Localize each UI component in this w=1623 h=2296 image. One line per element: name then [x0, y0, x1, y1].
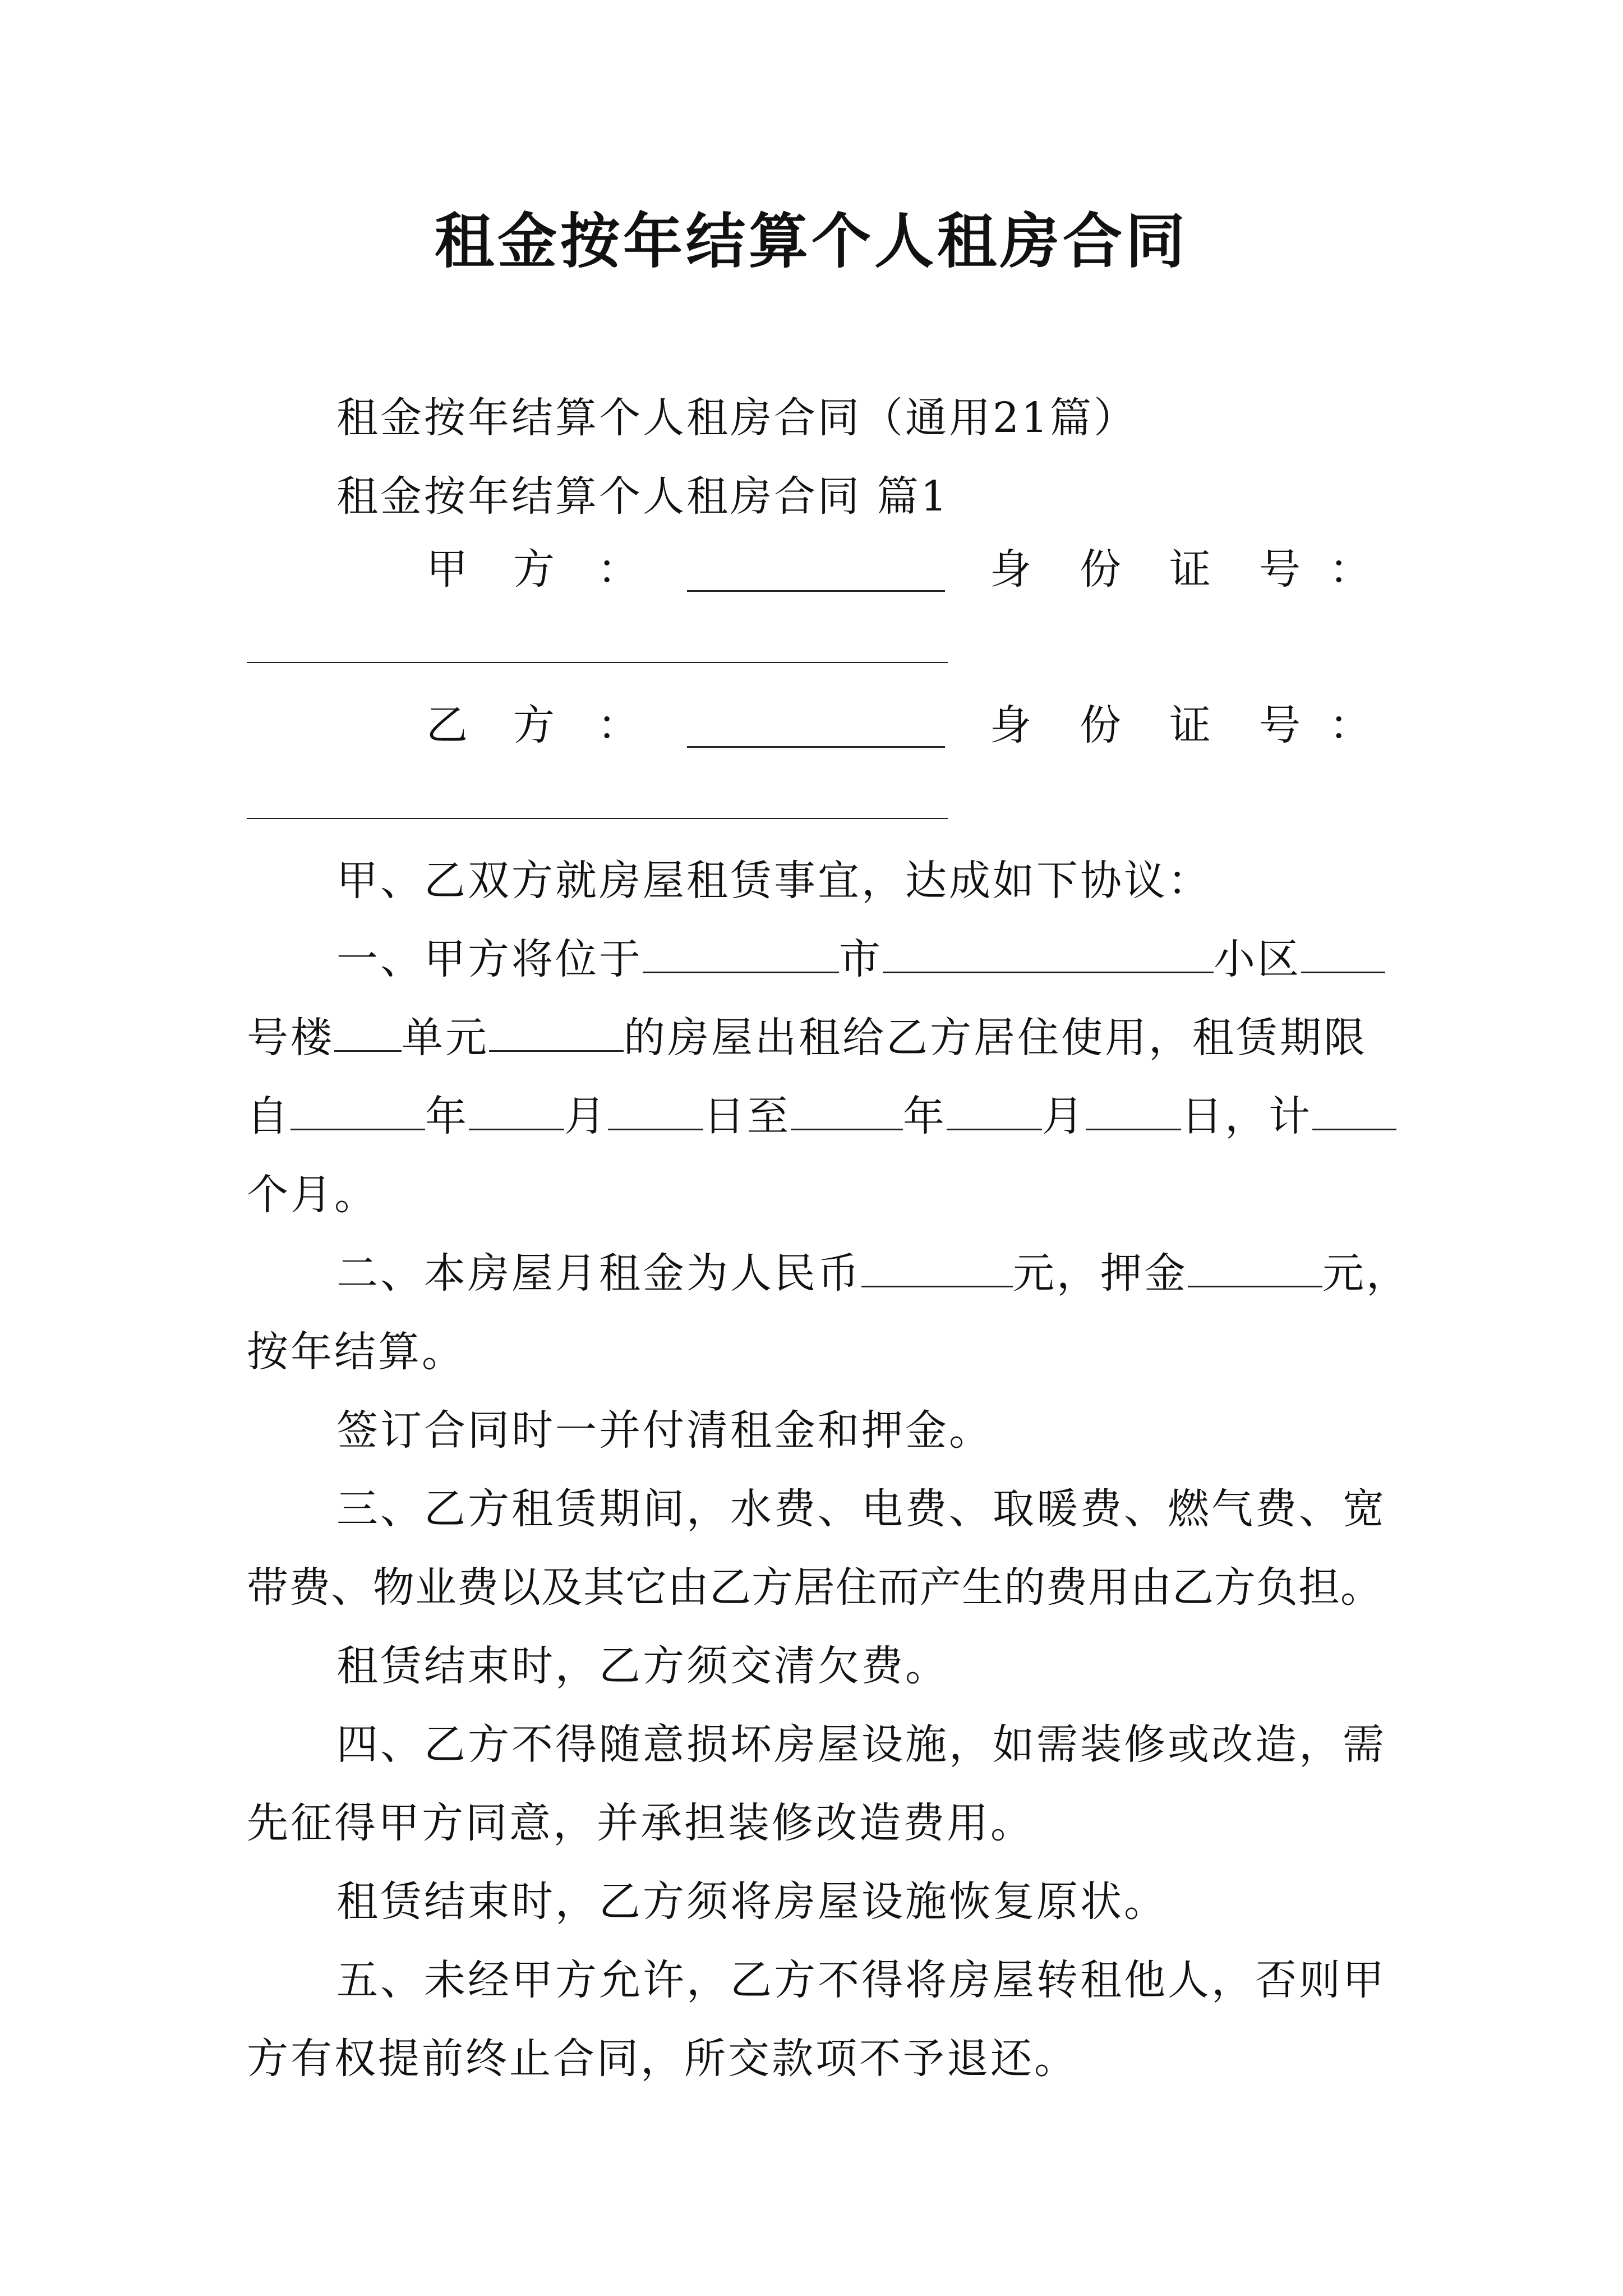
- party-b-id-blank[interactable]: [247, 818, 948, 819]
- clause-1-text-f: 的房屋出租给乙方居住使用，租赁期限: [624, 1014, 1367, 1062]
- party-a-id-char-3: 证: [1169, 545, 1211, 593]
- clause-1-text-c: 小区: [1214, 935, 1301, 983]
- clause-1-text-g: 自: [247, 1092, 291, 1140]
- party-b-label-char-2: 方: [513, 701, 555, 749]
- clause-2-line-3: 签订合同时一并付清租金和押金。: [336, 1406, 993, 1455]
- clause-4-line-1: 四、乙方不得随意损坏房屋设施，如需装修或改造，需: [336, 1720, 1386, 1769]
- start-year-blank[interactable]: [291, 1094, 425, 1130]
- clause-1-line-3: [247, 1085, 1396, 1147]
- section-heading: 租金按年结算个人租房合同 篇1: [336, 472, 949, 521]
- party-a-id-char-2: 份: [1080, 545, 1121, 593]
- clause-1-text-e: 单元: [402, 1014, 489, 1062]
- clause-4-line-3: 租赁结束时，乙方须将房屋设施恢复原状。: [336, 1878, 1168, 1926]
- clause-1-line-1: [336, 928, 1385, 990]
- clause-1-text-m: 日，计: [1181, 1092, 1312, 1140]
- party-b-id-char-3: 证: [1169, 701, 1211, 749]
- room-blank[interactable]: [489, 1015, 624, 1052]
- party-a-name-blank[interactable]: [687, 590, 945, 592]
- clause-2-line-1: [336, 1243, 1410, 1304]
- clause-1-line-4: 个月。: [247, 1171, 378, 1219]
- end-year-blank[interactable]: [791, 1094, 903, 1130]
- party-a-label-char-2: 方: [513, 545, 555, 593]
- party-a-id-colon: ：: [1329, 545, 1371, 593]
- deposit-amount-blank[interactable]: [1188, 1251, 1322, 1287]
- clause-5-line-2: 方有权提前终止合同，所交款项不予退还。: [247, 2035, 1078, 2083]
- start-month-blank[interactable]: [469, 1094, 564, 1130]
- intro-paragraph: 甲、乙双方就房屋租赁事宜，达成如下协议：: [336, 857, 1211, 905]
- document-title: 租金按年结算个人租房合同: [435, 206, 1188, 276]
- party-b-id-char-1: 身: [990, 701, 1031, 749]
- clause-3-line-3: 租赁结束时，乙方须交清欠费。: [336, 1642, 949, 1690]
- party-b-id-colon: ：: [1329, 701, 1371, 749]
- clause-2-line-2: 按年结算。: [247, 1328, 465, 1376]
- party-b-id-char-2: 份: [1080, 701, 1121, 749]
- clause-4-line-2: 先征得甲方同意，并承担装修改造费用。: [247, 1799, 1034, 1847]
- clause-1-text-l: 月: [1042, 1092, 1086, 1140]
- clause-1-text-i: 月: [564, 1092, 608, 1140]
- clause-1-line-2: [247, 1007, 1367, 1069]
- start-day-blank[interactable]: [608, 1094, 703, 1130]
- clause-3-line-1: 三、乙方租赁期间，水费、电费、取暖费、燃气费、宽: [336, 1485, 1386, 1533]
- community-blank[interactable]: [883, 937, 1214, 973]
- party-a-id-char-1: 身: [990, 545, 1031, 593]
- clause-5-line-1: 五、未经甲方允许，乙方不得将房屋转租他人，否则甲: [336, 1956, 1386, 2004]
- end-day-blank[interactable]: [1086, 1094, 1181, 1130]
- clause-1-text-j: 日至: [703, 1092, 791, 1140]
- unit-blank[interactable]: [334, 1015, 402, 1052]
- party-b-label-char-1: 乙: [426, 701, 468, 749]
- building-blank[interactable]: [1301, 937, 1385, 973]
- party-a-id-char-4: 号: [1259, 545, 1301, 593]
- clause-2-text-b: 元，押金: [1013, 1249, 1188, 1297]
- clause-1-text-b: 市: [839, 935, 883, 983]
- party-a-id-blank[interactable]: [247, 662, 948, 663]
- end-month-blank[interactable]: [947, 1094, 1042, 1130]
- city-blank[interactable]: [643, 937, 839, 973]
- clause-2-text-a: 二、本房屋月租金为人民币: [336, 1249, 861, 1297]
- document-subtitle: 租金按年结算个人租房合同（通用21篇）: [336, 394, 1138, 442]
- party-a-label-char-1: 甲: [426, 545, 468, 593]
- party-b-colon: ：: [597, 701, 639, 749]
- months-blank[interactable]: [1312, 1094, 1396, 1130]
- party-b-name-blank[interactable]: [687, 746, 945, 748]
- clause-1-text-d: 号楼: [247, 1014, 334, 1062]
- clause-1-text-k: 年: [903, 1092, 947, 1140]
- clause-1-text-h: 年: [425, 1092, 469, 1140]
- clause-3-line-2: 带费、物业费以及其它由乙方居住而产生的费用由乙方负担。: [247, 1563, 1382, 1612]
- party-a-colon: ：: [597, 545, 639, 593]
- rent-amount-blank[interactable]: [861, 1251, 1013, 1287]
- clause-2-text-c: 元，: [1322, 1249, 1410, 1297]
- clause-1-text-a: 一、甲方将位于: [336, 935, 643, 983]
- party-b-id-char-4: 号: [1259, 701, 1301, 749]
